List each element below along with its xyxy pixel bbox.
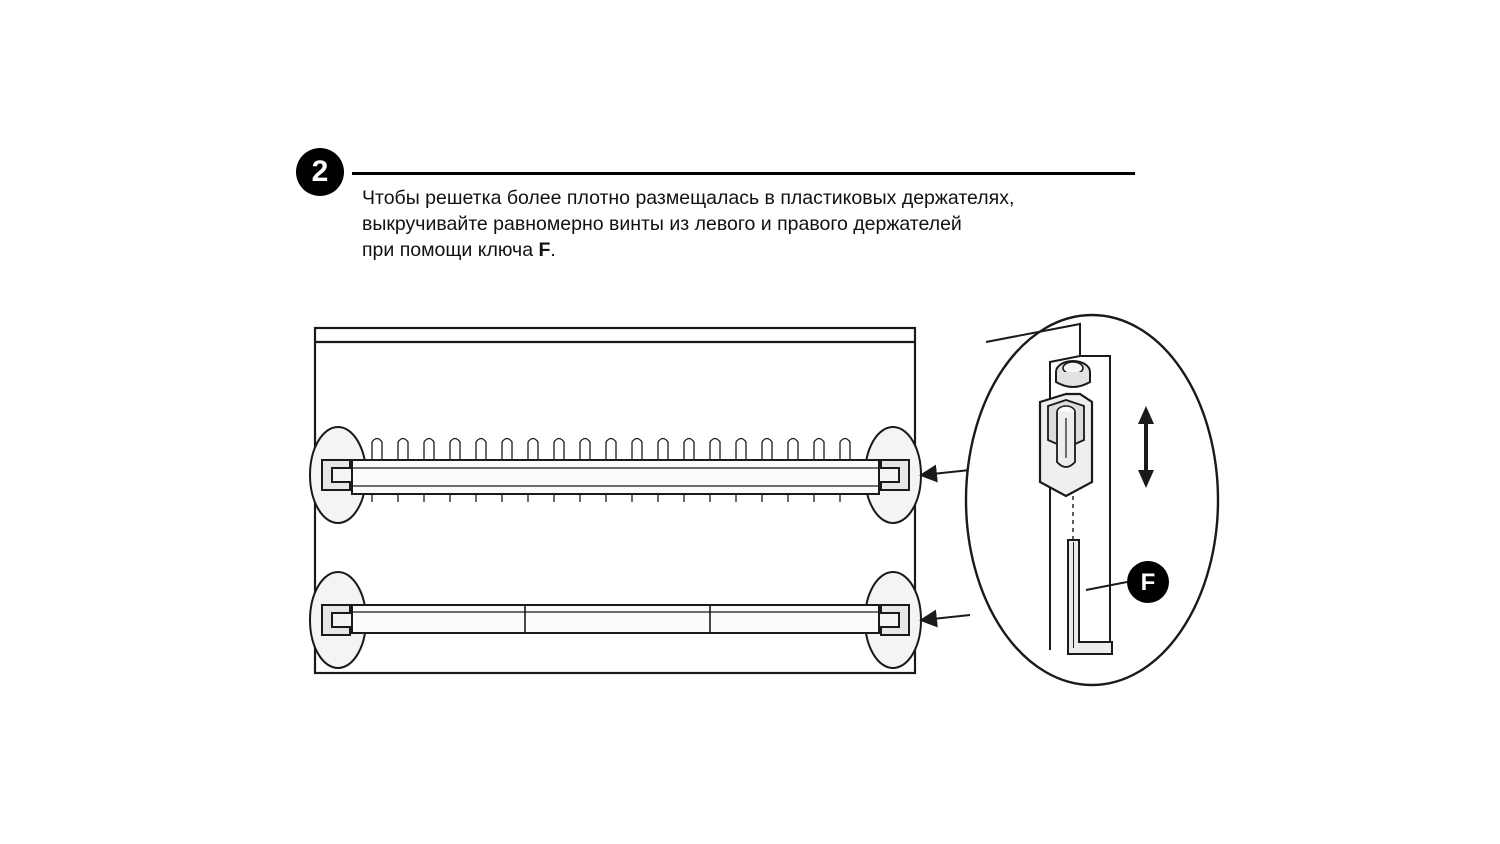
zoom-detail-ellipse (966, 315, 1218, 685)
tool-label-letter: F (1140, 569, 1156, 596)
instruction-line-2: выкручивайте равномерно винты из левого и правого держателей (362, 213, 962, 235)
trouser-rack-rail (352, 439, 879, 503)
instruction-line-1: Чтобы решетка более плотно размещалась в пластиковых держателях, (362, 187, 1015, 209)
rack-hooks (372, 439, 850, 461)
assembly-diagram (280, 290, 1220, 710)
rack-lower-ticks (372, 494, 840, 502)
instruction-line-3-suffix: . (550, 239, 556, 261)
step-divider-rule (352, 172, 1135, 175)
instruction-text (362, 185, 1162, 263)
screw-head (1056, 361, 1090, 387)
instruction-tool-letter: F (538, 239, 551, 261)
plastic-holder-detail (1040, 394, 1092, 496)
instruction-line-3-prefix: при помощи ключа (362, 239, 539, 261)
assembly-diagram-svg (280, 290, 1220, 710)
lower-rail (352, 605, 879, 633)
step-number-badge: 2 (296, 148, 344, 196)
callout-leader-lines (923, 470, 970, 620)
